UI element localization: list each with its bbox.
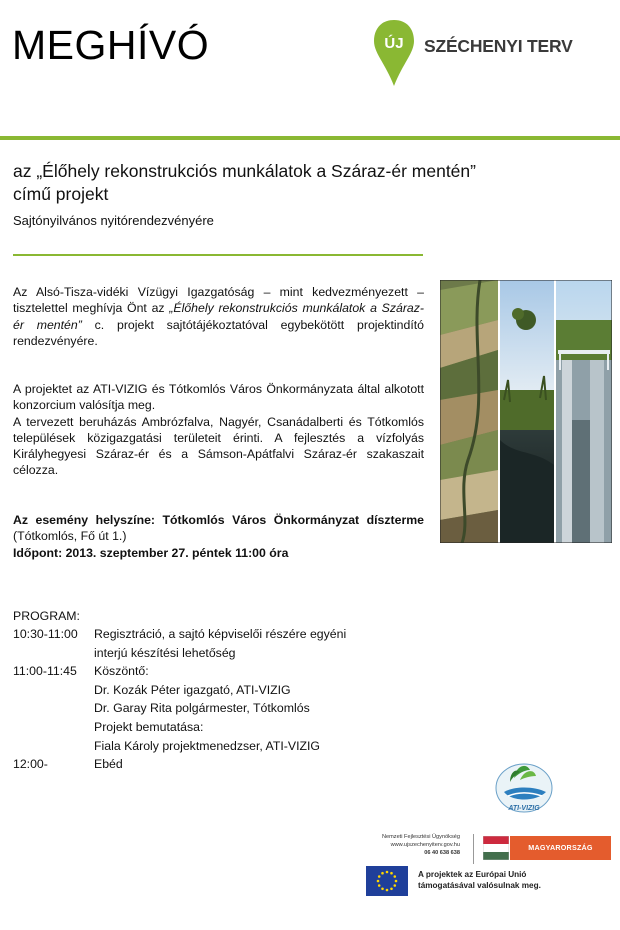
top-divider <box>0 136 620 140</box>
eu-star <box>386 889 389 892</box>
program-item: Ebéd <box>94 757 123 772</box>
intro-paragraph <box>13 284 424 349</box>
eu-flag-icon <box>366 866 408 896</box>
venue-label: Az esemény helyszíne: Tótkomlós Város Önkormányzat díszterme <box>13 513 424 527</box>
ati-vizig-logo <box>490 756 558 816</box>
eu-star <box>393 884 396 887</box>
nfu-name: Nemzeti Fejlesztési Ügynökség <box>381 834 460 840</box>
nfu-phone: 06 40 638 638 <box>424 850 460 856</box>
eu-star <box>390 872 393 875</box>
eu-support-text <box>418 869 541 891</box>
nfu-url: www.ujszechenyiterv.gov.hu <box>390 842 460 848</box>
section-divider <box>13 254 423 256</box>
program-schedule <box>0 625 420 785</box>
event-title-line1: az „Élőhely rekonstrukciós munkálatok a Száraz-ér mentén” <box>13 161 476 181</box>
magyarorszag-megujul-badge: MAGYARORSZÁG MEGÚJUL <box>510 836 611 860</box>
event-title-line2: című projekt <box>13 184 109 204</box>
program-time: 11:00-11:45 <box>13 664 77 679</box>
venue-paragraph <box>13 512 424 561</box>
intro-text-b: c. projekt sajtótájékoztatóval egybekötött projektindító rendezvényére. <box>13 317 424 348</box>
eu-star <box>377 880 380 883</box>
consortium-text: A projektet az ATI-VIZIG és Tótkomlós Város Önkormányzata által alkotott konzorcium valósítja meg. <box>13 382 424 413</box>
event-subtitle: Sajtónyilvános nyitórendezvényére <box>13 213 214 228</box>
logo-name: SZÉCHENYI TERV <box>424 36 573 56</box>
eu-text-line2: támogatásával valósulnak meg. <box>418 881 541 890</box>
program-heading: PROGRAM: <box>13 609 80 623</box>
eu-star <box>393 875 396 878</box>
event-date: Időpont: 2013. szeptember 27. péntek 11:00 óra <box>13 545 289 560</box>
program-item: Regisztráció, a sajtó képviselői részére egyéni <box>94 627 347 641</box>
page-title: MEGHÍVÓ <box>12 22 210 68</box>
eu-star <box>378 884 381 887</box>
ati-logo-text: ATI-VIZIG <box>508 805 540 812</box>
hungary-flag-icon <box>483 836 509 860</box>
eu-star <box>381 887 384 890</box>
investment-text: A tervezett beruházás Ambrózfalva, Nagyér, Csanádalberti és Tótkomlós települések közigazgatási területeit érinti. A fejlesztés a vízfolyás Királyhegyesi Száraz-ér és a Sámson-Apátfalvi Száraz-ér szakaszait célozza. <box>13 414 424 478</box>
eu-star <box>378 875 381 878</box>
map-pin-icon <box>372 18 416 88</box>
event-title <box>13 160 533 206</box>
program-item: Dr. Garay Rita polgármester, Tótkomlós <box>94 701 310 716</box>
consortium-paragraph <box>13 381 424 479</box>
program-item: Köszöntő: <box>94 664 149 679</box>
eu-star <box>395 880 398 883</box>
venue-address: (Tótkomlós, Fő út 1.) <box>13 529 127 544</box>
logo-pin-text: ÚJ <box>384 35 404 52</box>
program-time: 12:00- <box>13 757 48 772</box>
program-item: interjú készítési lehetőség <box>94 645 236 660</box>
footer-divider <box>473 834 474 864</box>
eu-text-line1: A projektek az Európai Unió <box>418 870 527 879</box>
program-item: Dr. Kozák Péter igazgató, ATI-VIZIG <box>94 682 291 697</box>
nfu-block <box>366 833 460 857</box>
program-item: Fiala Károly projektmenedzser, ATI-VIZIG <box>94 738 320 753</box>
project-photo-collage <box>440 280 612 543</box>
program-time: 10:30-11:00 <box>13 627 78 641</box>
intro-text-a: Az Alsó-Tisza-vidéki Vízügyi Igazgatóság – mint kedvezményezett – tisztelettel meghívja Önt az <box>13 285 424 316</box>
szechenyi-terv-logo <box>372 18 608 90</box>
program-item: Projekt bemutatása: <box>94 720 204 734</box>
eu-star <box>386 871 389 874</box>
project-name-italic: „Élőhely rekonstrukciós munkálatok a Száraz-ér mentén” <box>13 301 424 332</box>
eu-star <box>381 872 384 875</box>
eu-star <box>390 887 393 890</box>
